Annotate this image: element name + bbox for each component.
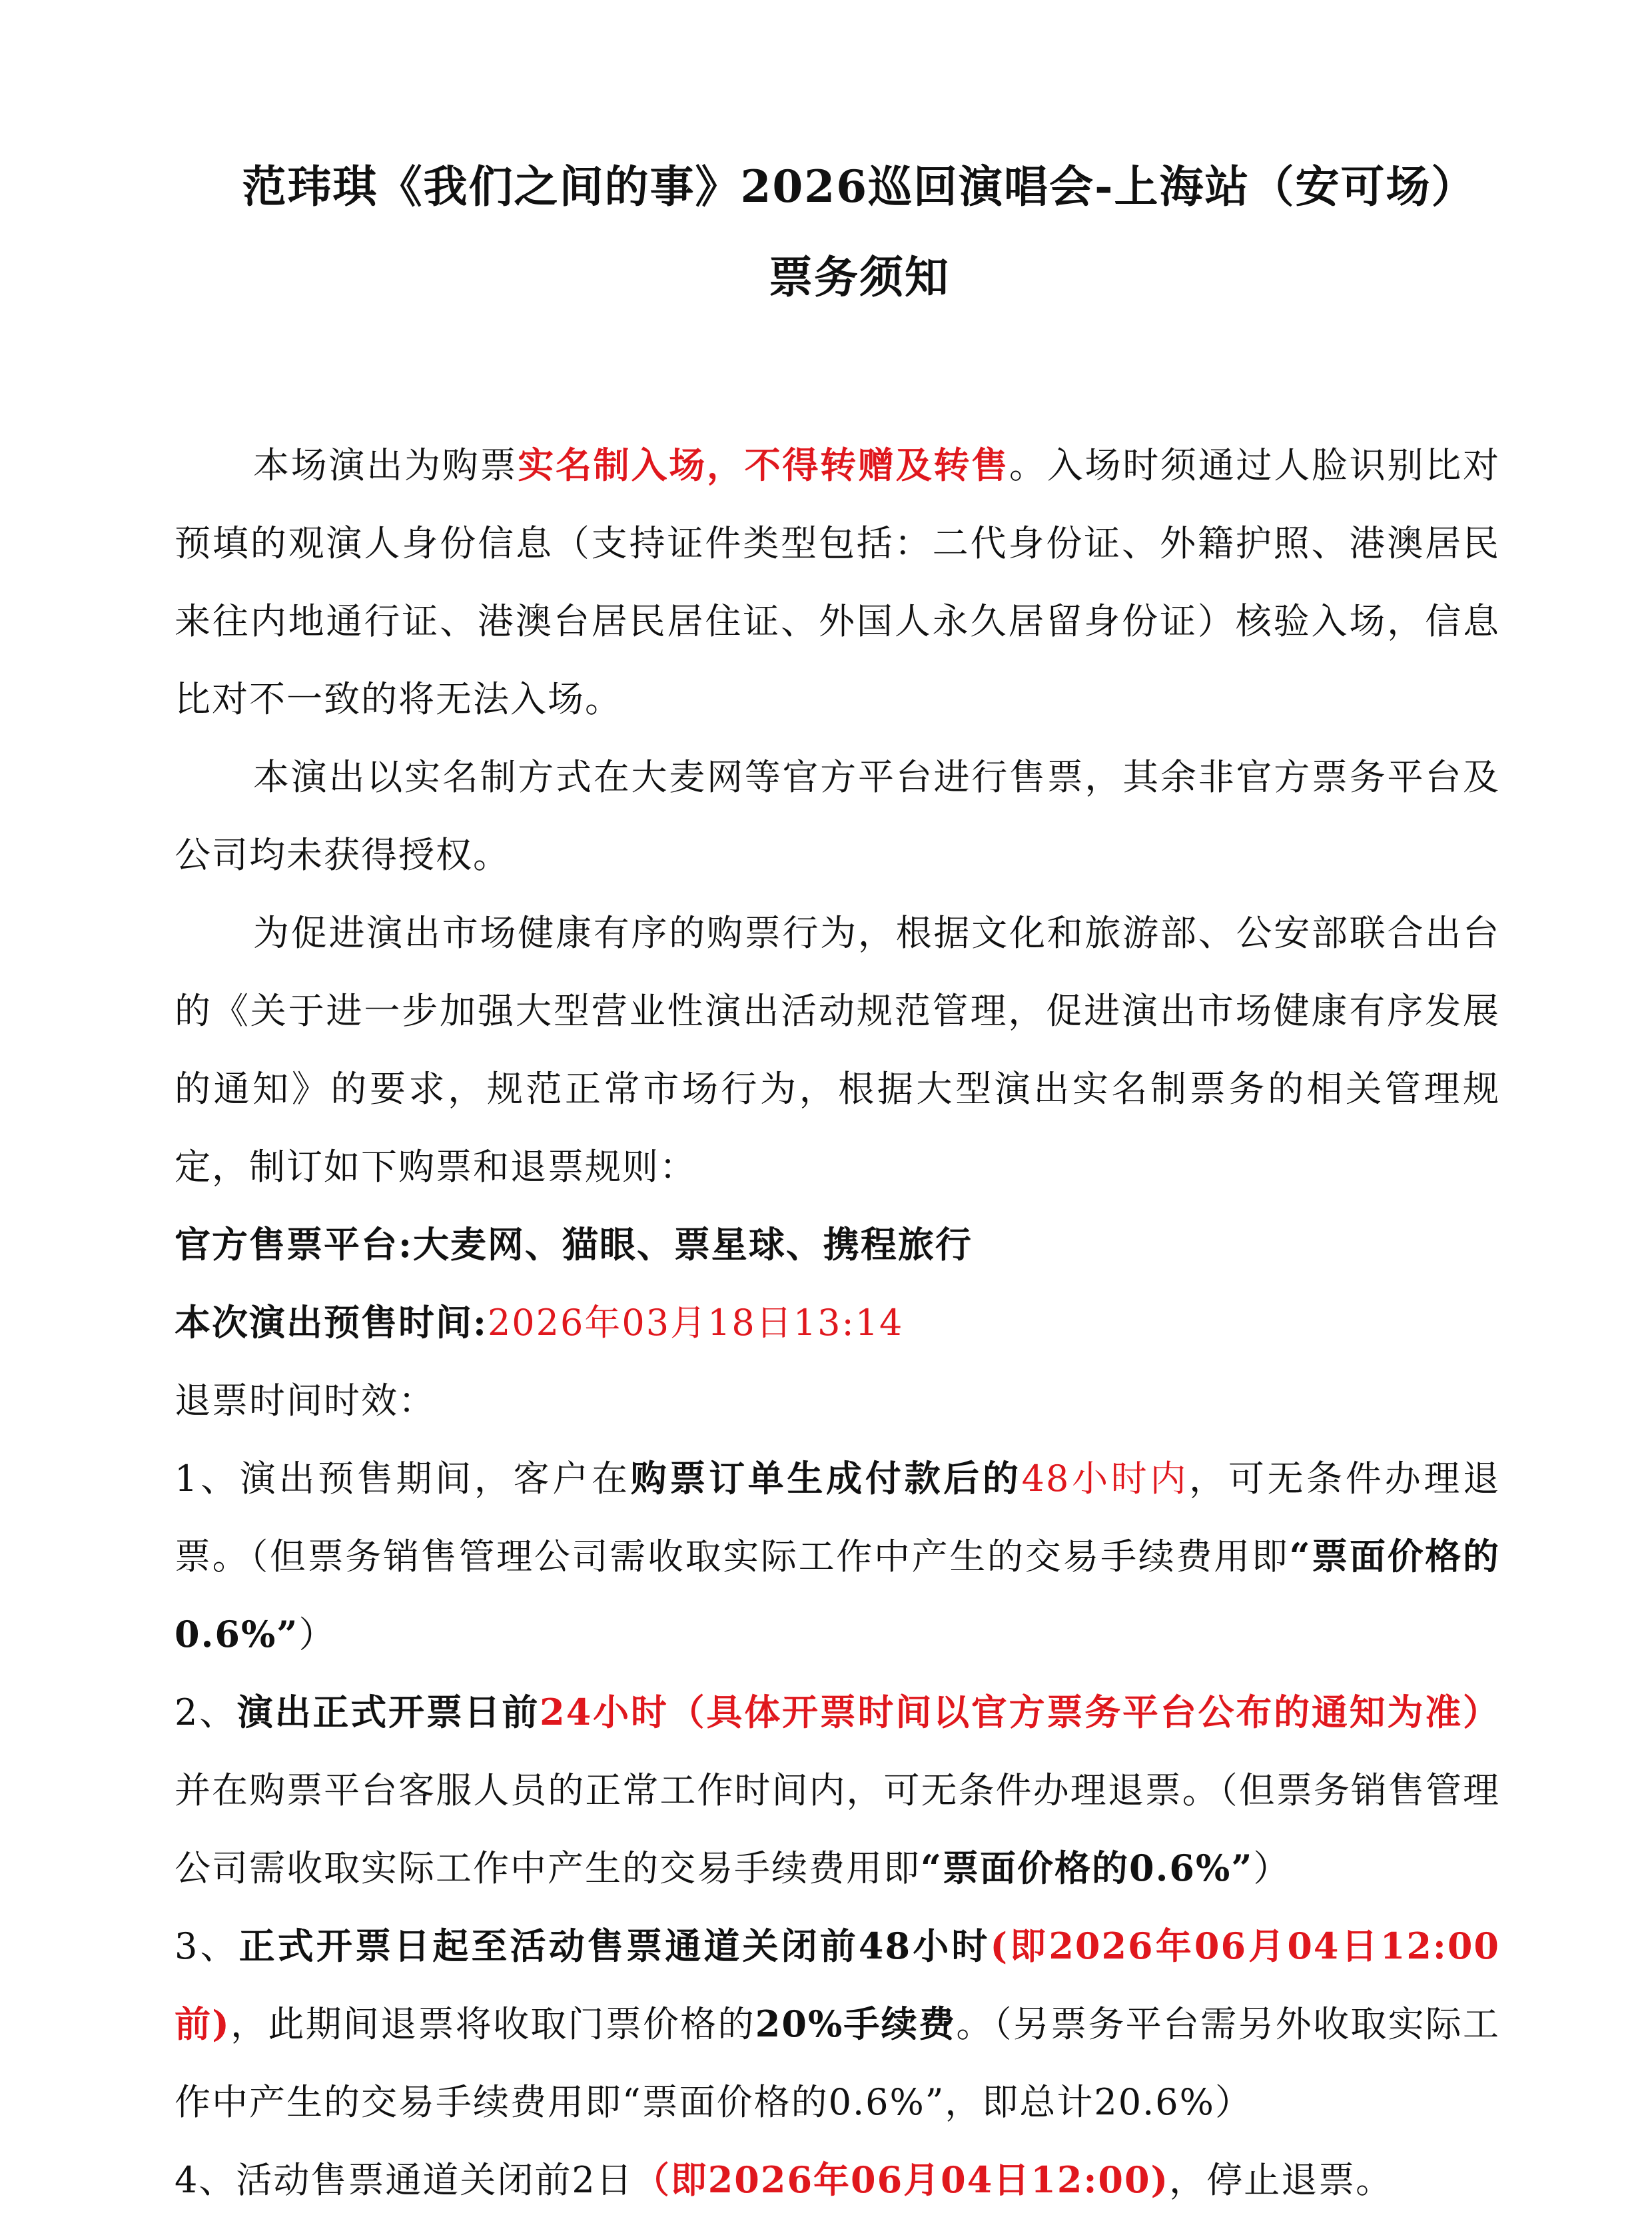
document-body	[175, 426, 1500, 2219]
refund-rule-2	[175, 1673, 1500, 1907]
rule-text: 1、演出预售期间，客户在	[175, 1458, 631, 1500]
platforms-value: 大麦网、猫眼、票星球、携程旅行	[412, 1223, 973, 1266]
rule-bold: 演出正式开票日前	[236, 1691, 540, 1733]
paragraph-text: 。入场时须通过人脸识别比对预填的观演人身份信息（支持证件类型包括：二代身份证、外籍护照、港澳居民来往内地通行证、港澳台居民居住证、外国人永久居留身份证）核验入场，信息比对不一致的将无法入场。	[175, 444, 1500, 720]
refund-rule-1	[175, 1440, 1500, 1673]
refund-rule-4	[175, 2141, 1500, 2219]
rule-bold: “票面价格的0.6%”	[921, 1847, 1254, 1889]
rule-text: ，此期间退票将收取门票价格的	[230, 2003, 755, 2045]
presale-time-line	[175, 1284, 1500, 1362]
rule-text: 2、	[175, 1691, 237, 1733]
rule-text: ）	[1253, 1847, 1291, 1889]
paragraph-regulations: 为促进演出市场健康有序的购票行为，根据文化和旅游部、公安部联合出台的《关于进一步加强大型营业性演出活动规范管理，促进演出市场健康有序发展的通知》的要求，规范正常市场行为，根据大型演出实名制票务的相关管理规定，制订如下购票和退票规则：	[175, 912, 1500, 1188]
presale-label: 本次演出预售时间:	[175, 1301, 488, 1344]
rule-highlight: (即2026年06月04日12:00前)	[175, 1925, 1500, 2045]
rule-highlight: 48小时内	[1021, 1458, 1190, 1500]
rule-text: ，停止退票。	[1169, 2159, 1394, 2201]
rule-bold: “票面价格的0.6%”	[175, 1535, 1500, 1655]
rule-highlight: （即2026年06月04日12:00)	[633, 2158, 1170, 2201]
document-title: 范玮琪《我们之间的事》2026巡回演唱会-上海站（安可场）	[242, 161, 1477, 213]
paragraph-official-platforms: 本演出以实名制方式在大麦网等官方平台进行售票，其余非官方票务平台及公司均未获得授权。	[175, 756, 1500, 876]
rule-text: 4、活动售票通道关闭前2日	[175, 2159, 633, 2201]
rule-text: 3、	[175, 1925, 239, 1967]
platforms-label: 官方售票平台:	[175, 1223, 413, 1266]
rule-highlight: 24小时（具体开票时间以官方票务平台公布的通知为准）	[540, 1691, 1500, 1733]
rule-text: ）	[298, 1613, 336, 1655]
highlight-real-name: 实名制入场，不得转赠及转售	[518, 444, 1009, 486]
official-platforms-line	[175, 1206, 1500, 1284]
rule-text: ，可无条件办理退票。（但票务销售管理公司需收取实际工作中产生的交易手续费用即	[175, 1458, 1501, 1577]
rule-bold: 正式开票日起至活动售票通道关闭前48小时	[238, 1925, 991, 1967]
document-subtitle: 票务须知	[769, 251, 950, 303]
rule-bold: 20%手续费	[755, 2002, 957, 2045]
rule-text: 并在购票平台客服人员的正常工作时间内，可无条件办理退票。（但票务销售管理公司需收取实际工作中产生的交易手续费用即	[175, 1769, 1500, 1889]
rule-text: 。（另票务平台需另外收取实际工作中产生的交易手续费用即“票面价格的0.6%”，即总计20.6%）	[175, 2003, 1501, 2123]
paragraph-real-name	[175, 426, 1500, 738]
presale-value: 2026年03月18日13:14	[487, 1302, 904, 1344]
refund-rule-3	[175, 1907, 1500, 2141]
paragraph-text: 本场演出为购票	[253, 444, 518, 486]
refund-heading: 退票时间时效：	[175, 1380, 436, 1422]
rule-bold: 购票订单生成付款后的	[630, 1457, 1022, 1500]
